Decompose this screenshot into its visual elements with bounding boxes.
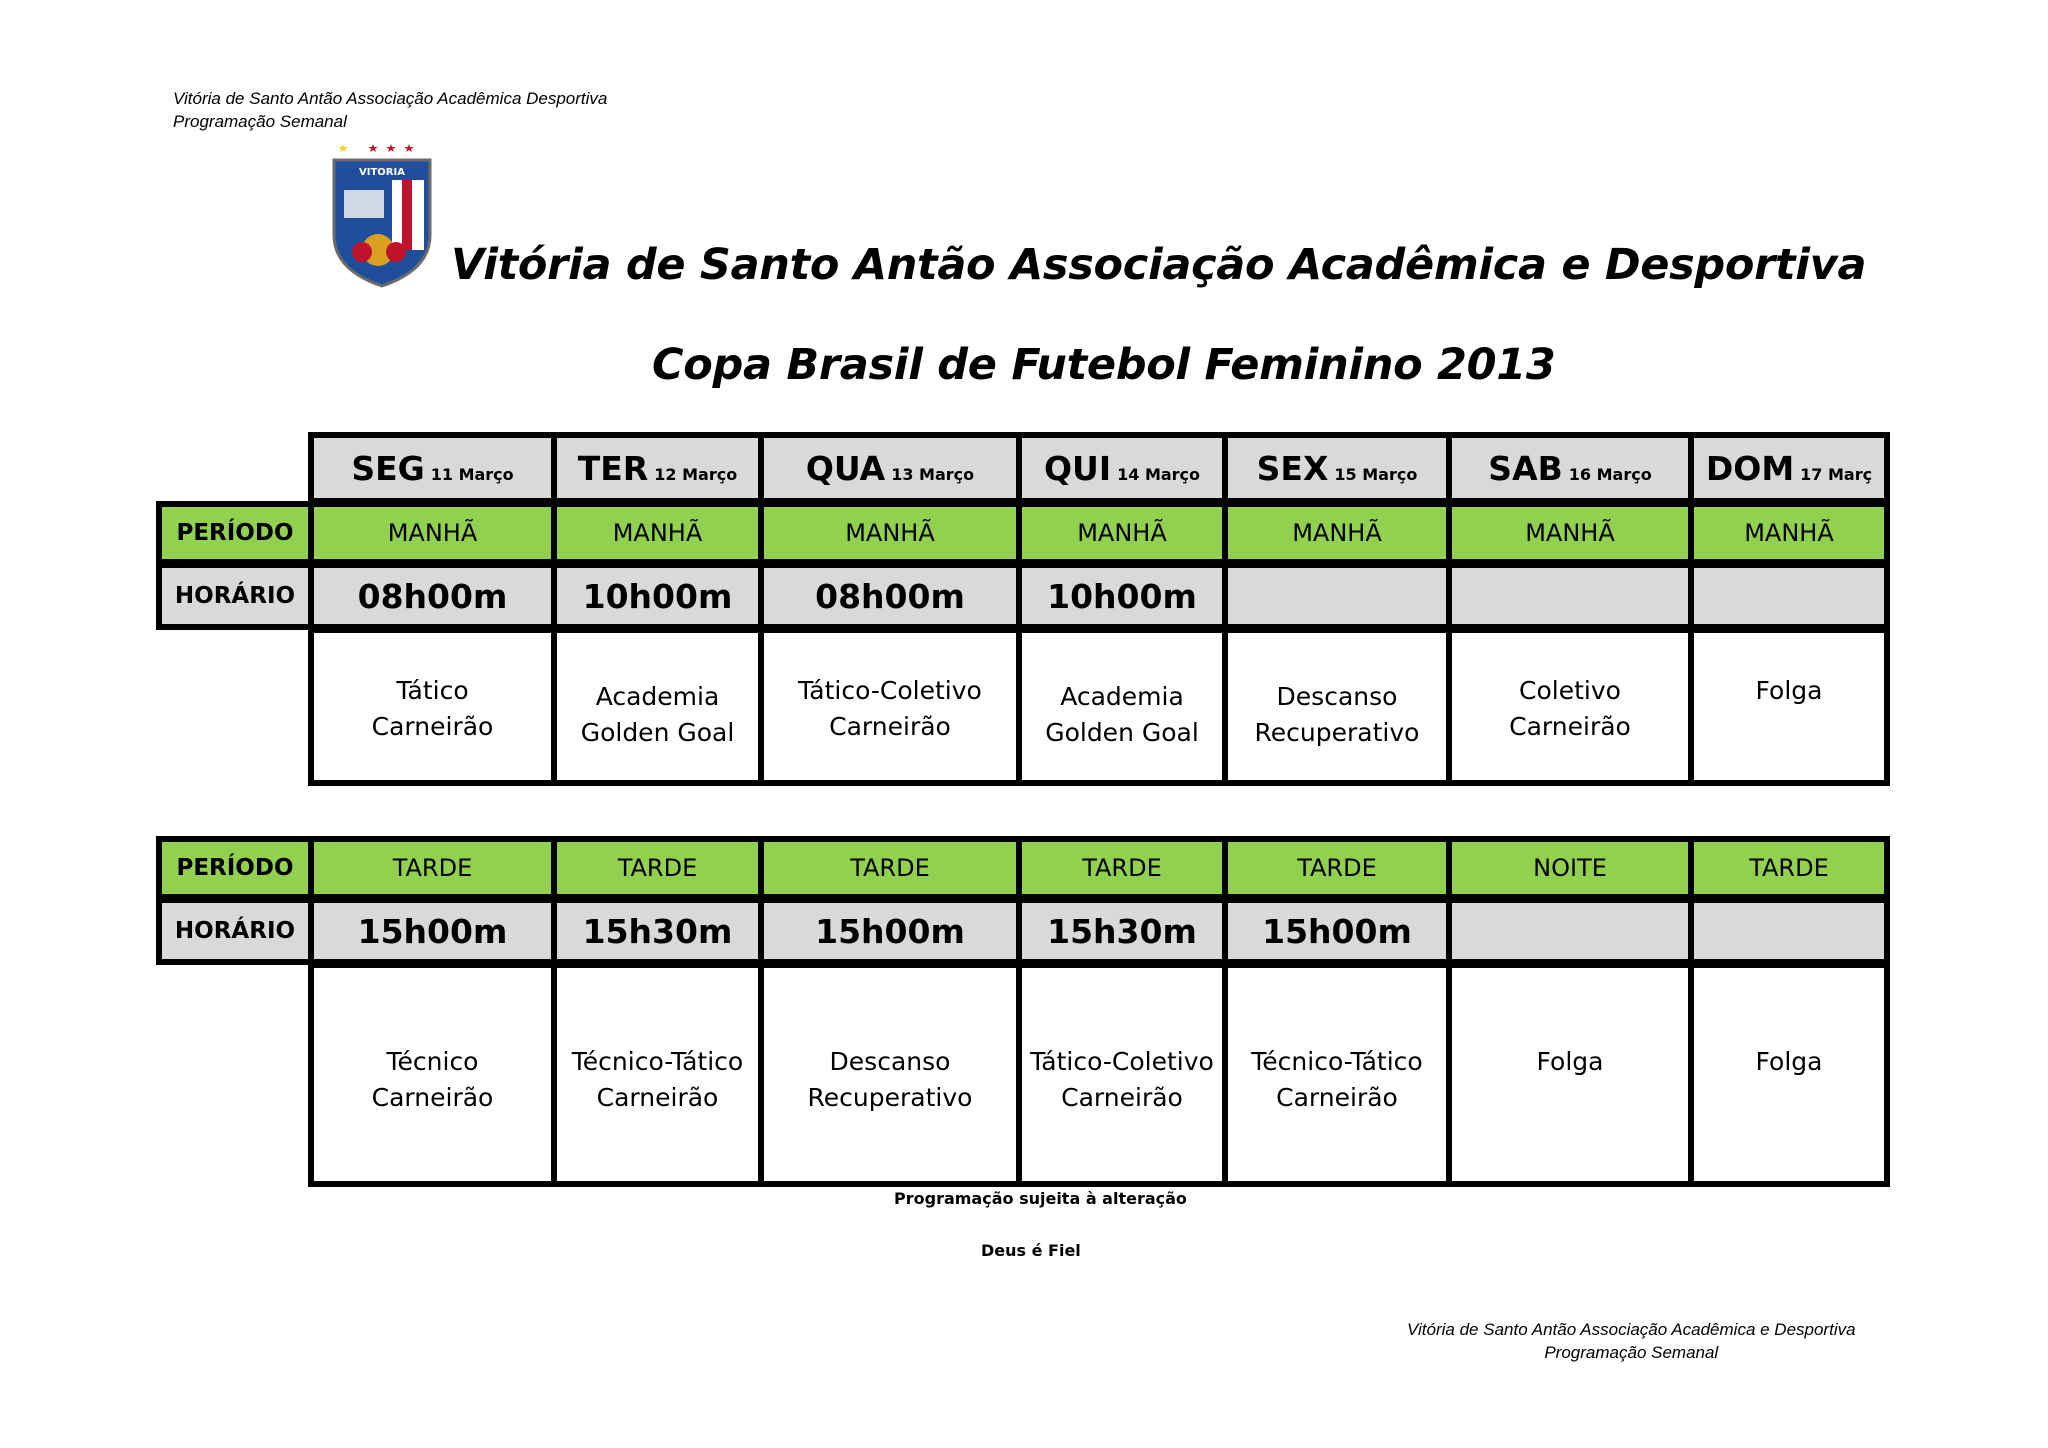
activity-line-1: Coletivo [1519, 676, 1621, 705]
header-subtitle-line: Programação Semanal [173, 112, 347, 131]
activity-line-1: Folga [1755, 1047, 1823, 1076]
day-header-sab [1446, 432, 1694, 504]
afternoon-time-cell [551, 897, 764, 965]
period-value: TARDE [850, 854, 930, 882]
afternoon-period-cell [551, 836, 764, 900]
afternoon-period-cell [1446, 836, 1694, 900]
afternoon-activity-cell [758, 962, 1022, 1187]
afternoon-period-cell [308, 836, 557, 900]
morning-period-cell [1016, 501, 1228, 565]
morning-time-cell [1688, 562, 1890, 630]
period-value: TARDE [617, 854, 698, 882]
day-name: TER [577, 448, 649, 488]
period-value: MANHÃ [1525, 519, 1615, 547]
day-header-qua [758, 432, 1022, 504]
footer-org-line: Vitória de Santo Antão Associação Acadêmica e Desportiva [1407, 1320, 1856, 1339]
activity-line-2: Carneirão [829, 712, 951, 741]
activity-line-1: Técnico-Tático [1251, 1047, 1423, 1076]
day-header-ter [551, 432, 764, 504]
afternoon-time-label [156, 897, 314, 965]
day-header-sex [1222, 432, 1452, 504]
time-value: 08h00m [357, 576, 508, 616]
time-value: 15h30m [1047, 911, 1197, 951]
activity-line-1: Técnico [386, 1047, 479, 1076]
period-value: TARDE [1297, 854, 1377, 882]
time-label-text: HORÁRIO [174, 583, 296, 609]
afternoon-period-cell [1222, 836, 1452, 900]
day-date: 17 Març [1800, 464, 1873, 484]
period-value: MANHÃ [1292, 519, 1382, 547]
morning-period-cell [758, 501, 1022, 565]
time-label-text: HORÁRIO [174, 918, 296, 944]
day-name: SAB [1488, 448, 1563, 488]
afternoon-activity-cell [1688, 962, 1890, 1187]
morning-activity-cell [308, 627, 557, 786]
day-name: QUI [1043, 448, 1112, 488]
time-value: 08h00m [815, 576, 965, 616]
activity-line-2: Recuperativo [1254, 718, 1420, 747]
afternoon-period-cell [758, 836, 1022, 900]
morning-activity-cell [1688, 627, 1890, 786]
activity-line-2: Recuperativo [807, 1083, 973, 1112]
main-title: Vitória de Santo Antão Associação Acadêmica e Desportiva [451, 240, 1867, 290]
afternoon-activity-cell [551, 962, 764, 1187]
activity-line-2: Golden Goal [580, 718, 735, 747]
period-value: MANHÃ [612, 519, 703, 547]
day-date: 13 Março [891, 464, 975, 484]
activity-line-1: Academia [1060, 682, 1184, 711]
activity-line-1: Técnico-Tático [571, 1047, 744, 1076]
period-value: MANHÃ [1077, 519, 1167, 547]
time-value: 15h00m [357, 911, 508, 951]
day-date: 14 Março [1117, 464, 1201, 484]
morning-period-cell [551, 501, 764, 565]
header-org-line: Vitória de Santo Antão Associação Acadêmica Desportiva [173, 89, 608, 108]
day-date: 11 Março [430, 464, 514, 484]
morning-activity-cell [1016, 627, 1228, 786]
afternoon-period-cell [1016, 836, 1228, 900]
competition-title: Copa Brasil de Futebol Feminino 2013 [652, 340, 1556, 390]
activity-line-1: Tático-Coletivo [1030, 1047, 1214, 1076]
activity-line-2: Carneirão [1276, 1083, 1398, 1112]
morning-time-label [156, 562, 314, 630]
activity-line-1: Academia [595, 682, 720, 711]
time-value: 15h00m [815, 911, 965, 951]
morning-period-cell [1446, 501, 1694, 565]
time-value: 10h00m [582, 576, 733, 616]
activity-line-1: Folga [1536, 1047, 1604, 1076]
day-header-dom [1688, 432, 1890, 504]
time-value: 10h00m [1047, 576, 1197, 616]
period-value: MANHÃ [1744, 519, 1834, 547]
morning-time-cell [551, 562, 764, 630]
afternoon-activity-cell [1016, 962, 1228, 1187]
activity-line-1: Descanso [829, 1047, 951, 1076]
club-crest-logo [330, 140, 435, 290]
day-name: DOM [1705, 448, 1795, 488]
day-date: 12 Março [654, 464, 738, 484]
day-name: SEG [351, 448, 425, 488]
time-value: 15h00m [1262, 911, 1412, 951]
morning-period-cell [1222, 501, 1452, 565]
morning-period-cell [308, 501, 557, 565]
period-value: TARDE [1082, 854, 1162, 882]
day-name: SEX [1256, 448, 1329, 488]
day-header-seg [308, 432, 557, 504]
morning-time-cell [308, 562, 557, 630]
morning-activity-cell [551, 627, 764, 786]
afternoon-activity-cell [308, 962, 557, 1187]
morning-period-cell [1688, 501, 1890, 565]
activity-line-2: Carneirão [371, 1083, 494, 1112]
period-label-text: PERÍODO [176, 855, 294, 881]
afternoon-activity-cell [1222, 962, 1452, 1187]
activity-line-2: Carneirão [371, 712, 494, 741]
afternoon-time-cell [1446, 897, 1694, 965]
morning-time-cell [758, 562, 1022, 630]
header-text [173, 87, 607, 133]
activity-line-1: Folga [1755, 676, 1823, 705]
period-label-text: PERÍODO [176, 520, 294, 546]
morning-time-cell [1222, 562, 1452, 630]
motto-text: Deus é Fiel [981, 1241, 1081, 1260]
afternoon-period-cell [1688, 836, 1890, 900]
footer-subtitle-line: Programação Semanal [1544, 1343, 1719, 1362]
period-value: MANHÃ [387, 519, 478, 547]
period-value: TARDE [1749, 854, 1829, 882]
morning-time-cell [1446, 562, 1694, 630]
afternoon-time-cell [1016, 897, 1228, 965]
morning-time-cell [1016, 562, 1228, 630]
activity-line-1: Tático-Coletivo [798, 676, 982, 705]
activity-line-1: Tático [396, 676, 469, 705]
day-header-qui [1016, 432, 1228, 504]
activity-line-2: Carneirão [1509, 712, 1631, 741]
morning-activity-cell [1222, 627, 1452, 786]
morning-activity-cell [758, 627, 1022, 786]
activity-line-2: Carneirão [1061, 1083, 1183, 1112]
time-value: 15h30m [582, 911, 733, 951]
day-date: 15 Março [1334, 464, 1418, 484]
day-date: 16 Março [1568, 464, 1652, 484]
activity-line-1: Descanso [1276, 682, 1398, 711]
afternoon-activity-cell [1446, 962, 1694, 1187]
activity-line-2: Carneirão [596, 1083, 719, 1112]
logo-text: VITORIA [359, 167, 405, 178]
afternoon-time-cell [758, 897, 1022, 965]
morning-period-label [156, 501, 314, 565]
activity-line-2: Golden Goal [1045, 718, 1199, 747]
day-name: QUA [805, 448, 886, 488]
afternoon-period-label [156, 836, 314, 900]
schedule-note: Programação sujeita à alteração [894, 1189, 1187, 1208]
afternoon-time-cell [1688, 897, 1890, 965]
morning-activity-cell [1446, 627, 1694, 786]
afternoon-time-cell [308, 897, 557, 965]
afternoon-time-cell [1222, 897, 1452, 965]
period-value: TARDE [392, 854, 473, 882]
period-value: NOITE [1533, 854, 1607, 882]
period-value: MANHÃ [845, 519, 935, 547]
footer-text [1407, 1318, 1856, 1364]
